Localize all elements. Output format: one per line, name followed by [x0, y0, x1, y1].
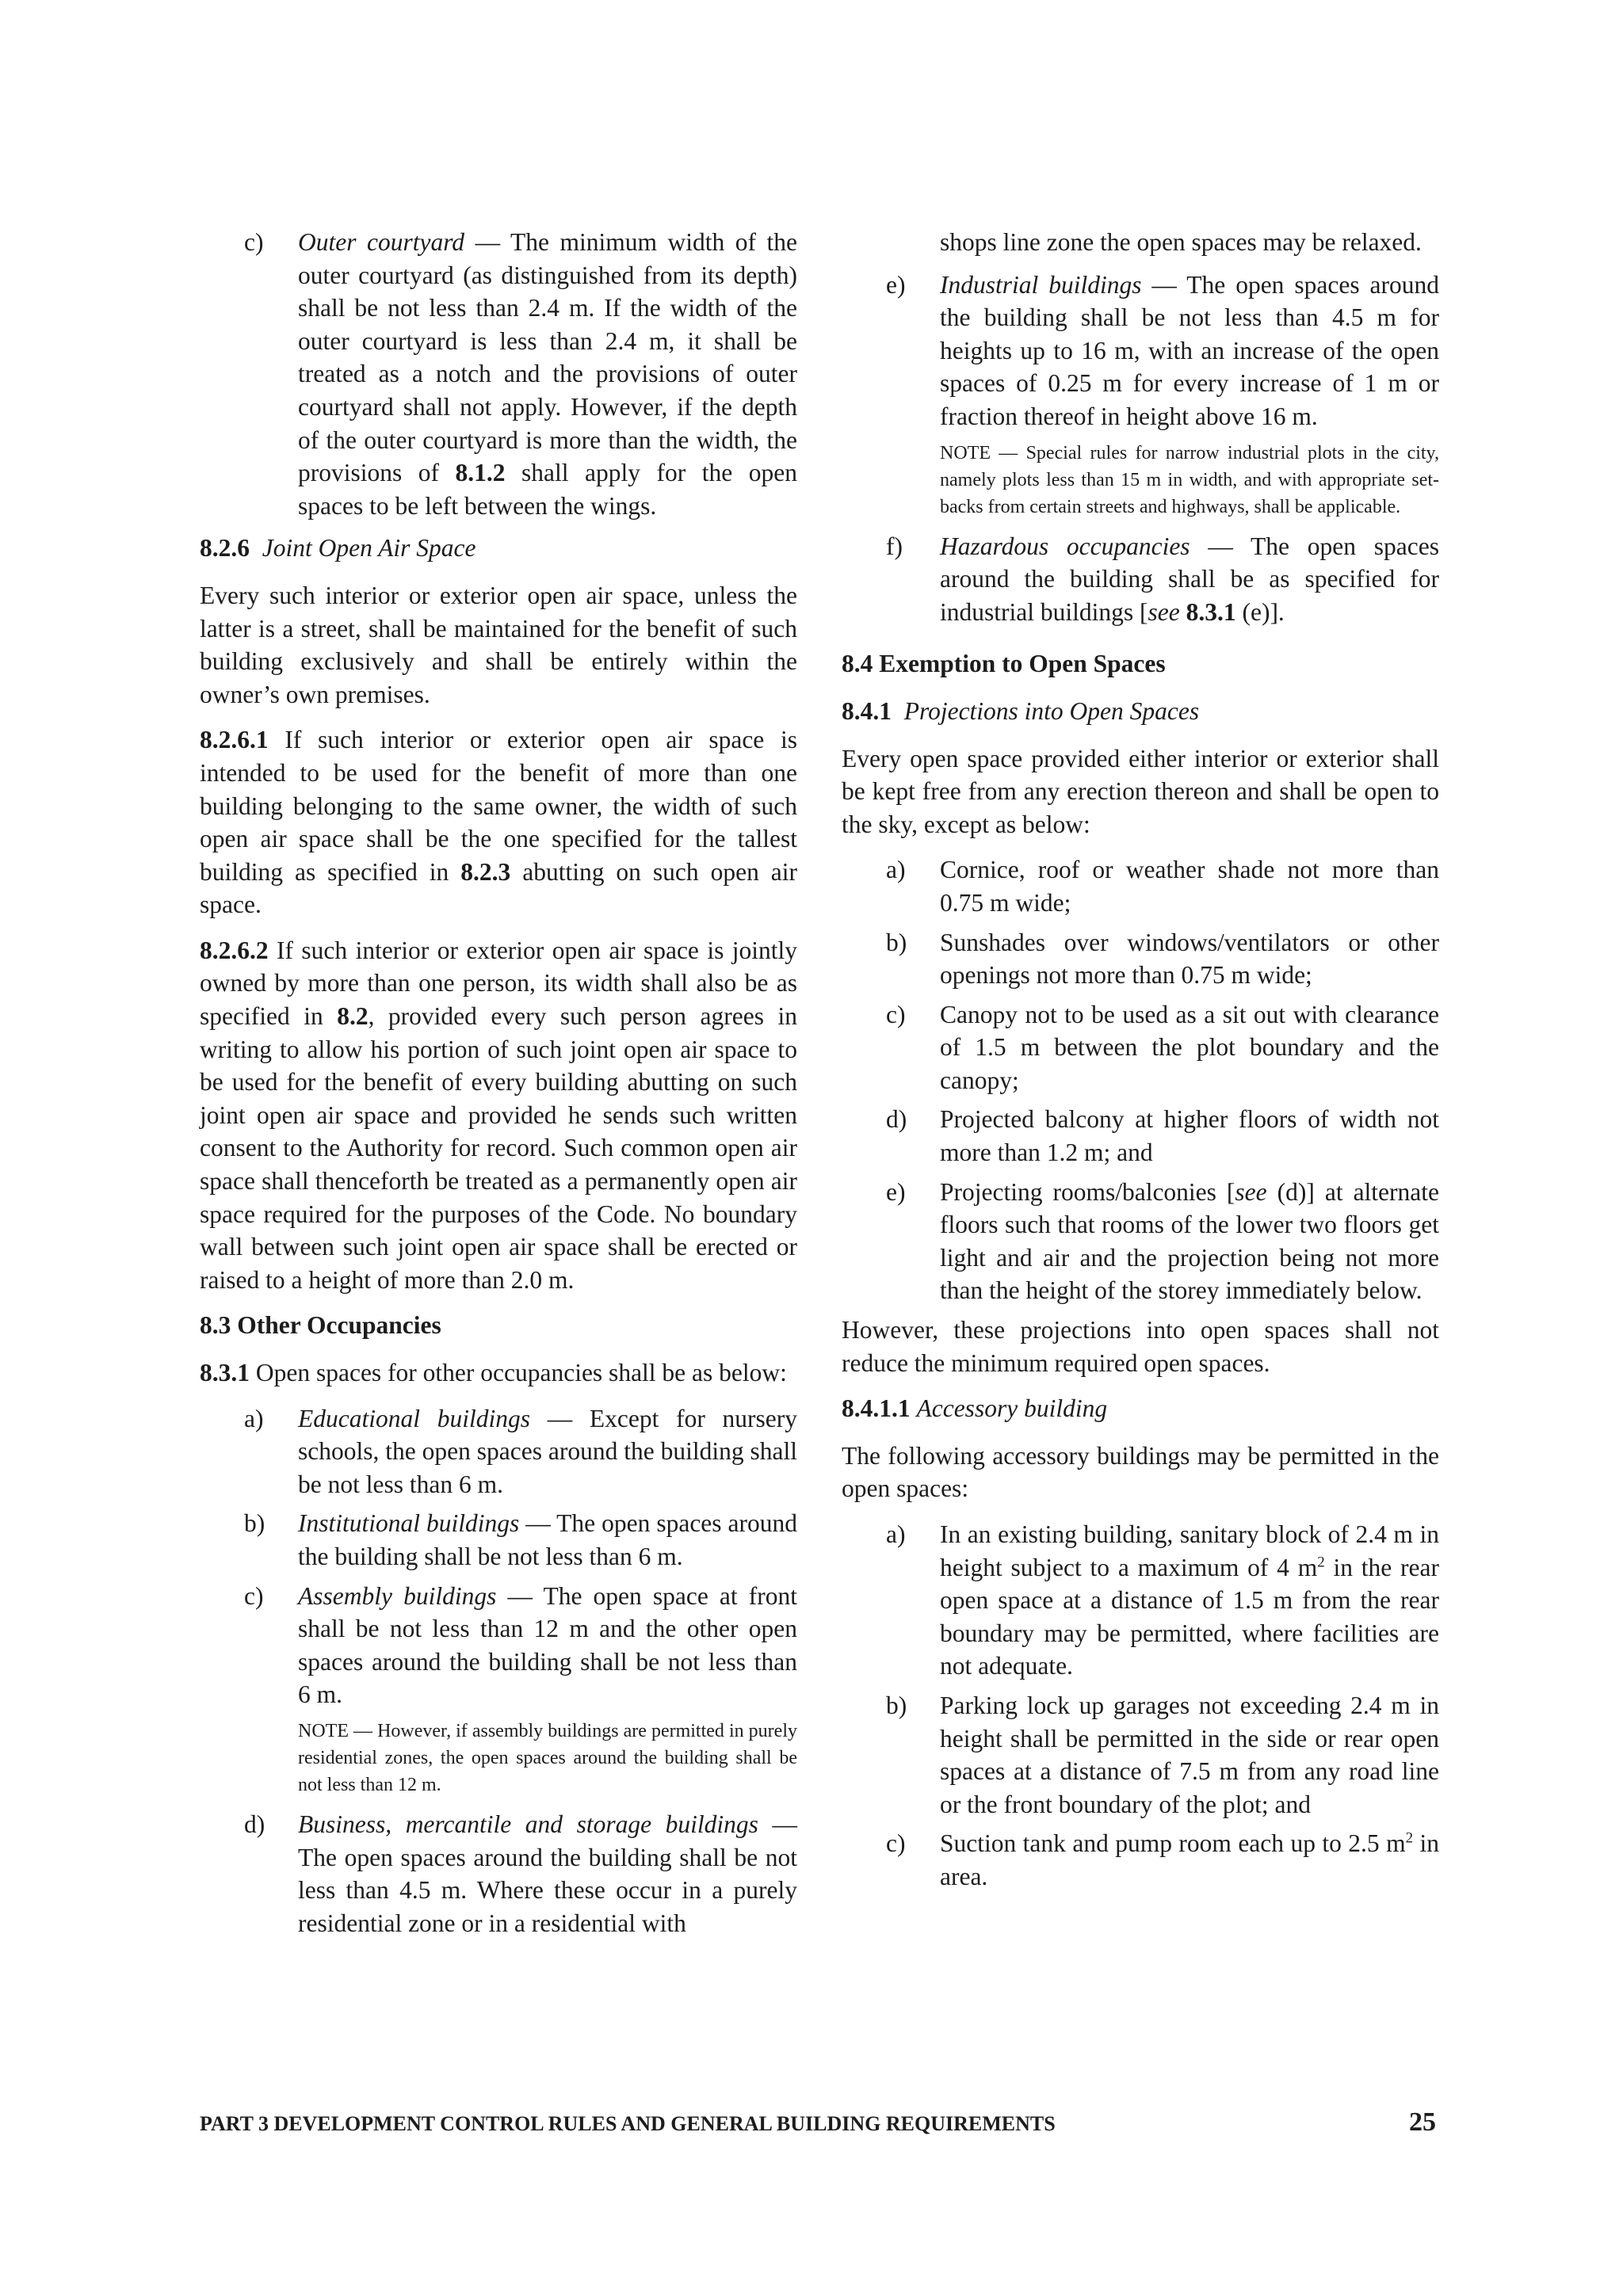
item-continuation: shops line zone the open spaces may be relaxed.: [940, 228, 1422, 256]
item-text: Parking lock up garages not exceeding 2.4 m in height shall be permitted in the side or rear open spaces at a distance of 7.5 m from any road line or the front boundary of the plot; and: [940, 1691, 1439, 1818]
superscript: 2: [1405, 1829, 1414, 1847]
text: If such interior or exterior open air space is intended to be used for the benefit of more than one building belonging to the same owner, the width of such open air space shall be the one specified for the tallest building as specified in: [200, 726, 797, 886]
item-title: Industrial buildings: [940, 270, 1142, 299]
item-text: Sunshades over windows/ventilators or other openings not more than 0.75 m wide;: [940, 928, 1439, 990]
text: abutting on such open air space.: [200, 857, 797, 919]
item-label: e): [886, 1177, 906, 1206]
paragraph: Every open space provided either interior or exterior shall be kept free from any erection thereon and shall be open to the sky, except as below:: [842, 744, 1439, 838]
item-label: a): [886, 856, 906, 884]
text: Suction tank and pump room each up to 2.5 m: [940, 1829, 1406, 1858]
text: — The open spaces around the building shall be not less than 4.5 m for heights up to 16 m, with an increase of the open spaces of 0.25 m for every increase of 1 m or fraction thereof in height above 16 m.: [940, 270, 1439, 430]
section-title: Accessory building: [916, 1394, 1108, 1423]
item-label: e): [886, 270, 906, 299]
section-ref: 8.1.2: [455, 459, 506, 487]
text: , provided every such person agrees in writing to allow his portion of such joint open air space to be used for the benefit of every building abutting on such joint open air space and provided he sends such written consent to the Authority for record. Such common open air space shall thenceforth be treated as a permanently open air space required for the purposes of the Code. No boundary wall between such joint open air space shall be erected or raised to a height of more than 2.0 m.: [200, 1002, 797, 1294]
item-title: Educational buildings: [298, 1404, 530, 1432]
list-item-business: [200, 1808, 797, 1939]
list-item-projecting-rooms: [842, 1176, 1439, 1307]
text: — Except for nursery schools, the open spaces around the building shall be not less than 6 m.: [298, 1404, 797, 1498]
section-ref: 8.2.3: [460, 857, 511, 886]
section-heading: 8.3 Other Occupancies: [200, 1311, 441, 1340]
section-number: 8.3.1: [200, 1359, 250, 1386]
section-heading-84: [842, 647, 1439, 681]
item-text: [940, 1518, 1439, 1683]
note-assembly: NOTE — However, if assembly buildings are permitted in purely residential zones, the open spaces around the building shall be not less than 12 m.: [298, 1720, 797, 1795]
text: — The open space at front shall be not less than 12 m and the other open spaces around the building shall be not less than 6 m.: [298, 1581, 797, 1709]
superscript: 2: [1317, 1554, 1325, 1571]
item-label: c): [886, 1000, 906, 1028]
paragraph-8262: [200, 934, 797, 1297]
section-number: 8.2.6.1: [200, 726, 269, 754]
text: shall apply for the open spaces to be left between the wings.: [298, 459, 798, 520]
item-text: [940, 1827, 1439, 1893]
text: — The open spaces around the building shall be not less than 4.5 m. Where these occur in a purely residential zone or in a residential with: [298, 1810, 797, 1937]
text: Open spaces for other occupancies shall be as below:: [250, 1359, 787, 1386]
text: — The open spaces around the building shall be not less than 6 m.: [298, 1509, 797, 1570]
list-item-assembly: [200, 1580, 797, 1711]
paragraph-8261: [200, 723, 797, 921]
item-label: c): [244, 1581, 264, 1610]
item-label: a): [886, 1520, 906, 1548]
paragraph-831: [200, 1356, 797, 1390]
section-heading-826: [200, 532, 797, 565]
item-label: b): [886, 928, 907, 956]
text: Projecting rooms/balconies [: [940, 1177, 1235, 1206]
item-title: Hazardous occupancies: [940, 532, 1190, 560]
section-ref: 8.2: [337, 1002, 369, 1031]
section-ref: 8.3.1: [1186, 597, 1236, 626]
see-word: see: [1235, 1177, 1267, 1206]
see-word: see: [1148, 597, 1180, 626]
list-item-sanitary-block: [842, 1518, 1439, 1683]
list-item-cornice: [842, 853, 1439, 919]
list-item-outer-courtyard: [200, 226, 797, 522]
item-label: c): [244, 228, 264, 256]
section-title: Projections into Open Spaces: [903, 696, 1200, 725]
page-number: 25: [1409, 2107, 1436, 2137]
item-title: Business, mercantile and storage buildings: [298, 1810, 758, 1838]
paragraph: However, these projections into open spaces shall not reduce the minimum required open spaces.: [842, 1316, 1439, 1377]
section-number: 8.4.1: [842, 696, 892, 725]
item-title: Institutional buildings: [298, 1509, 520, 1538]
note-industrial: NOTE — Special rules for narrow industrial plots in the city, namely plots less than 15 m in width, and with appropriate set-backs from certain streets and highways, shall be applicable.: [940, 442, 1439, 517]
text: In an existing building, sanitary block of 2.4 m in height subject to a maximum of 4 m: [940, 1520, 1439, 1581]
item-text: [298, 226, 797, 522]
item-text: [298, 1507, 797, 1573]
list-item-institutional: [200, 1507, 797, 1573]
list-item-educational: [200, 1402, 797, 1501]
item-label: c): [886, 1829, 906, 1858]
list-item-canopy: [842, 998, 1439, 1097]
text: If such interior or exterior open air space is jointly owned by more than one person, its width shall also be as specified in: [200, 936, 797, 1031]
list-item-industrial: [842, 269, 1439, 433]
item-label: d): [886, 1105, 907, 1134]
section-number: 8.2.6.2: [200, 936, 269, 964]
item-title: Outer courtyard: [298, 228, 465, 256]
item-label: d): [244, 1810, 265, 1838]
item-text: [940, 1176, 1439, 1307]
text: in area.: [940, 1829, 1439, 1890]
footer-title: PART 3 DEVELOPMENT CONTROL RULES AND GENERAL BUILDING REQUIREMENTS: [200, 2112, 1056, 2135]
item-label: b): [244, 1509, 265, 1538]
page-footer: [200, 2107, 1436, 2138]
item-title: Assembly buildings: [298, 1581, 497, 1610]
text: in the rear open space at a distance of 1.5 m from the rear boundary may be permitted, where facilities are not adequate.: [940, 1553, 1439, 1680]
text: (d)] at alternate floors such that rooms of the lower two floors get light and air and the projection being not more than the height of the storey immediately below.: [940, 1177, 1439, 1305]
section-title: Joint Open Air Space: [262, 534, 476, 563]
item-text: [298, 1402, 797, 1501]
section-heading-841: [842, 695, 1439, 728]
item-label: b): [886, 1691, 907, 1719]
list-item-balcony: [842, 1103, 1439, 1169]
item-text: [940, 530, 1439, 629]
section-number: 8.2.6: [200, 534, 250, 563]
text: — The open spaces around the building shall be as specified for industrial buildings [: [940, 532, 1439, 626]
item-label: f): [886, 532, 903, 560]
list-item-hazardous: [842, 530, 1439, 629]
paragraph: The following accessory buildings may be permitted in the open spaces:: [842, 1441, 1439, 1503]
item-text: [298, 1808, 797, 1939]
item-text: Canopy not to be used as a sit out with clearance of 1.5 m between the plot boundary and the canopy;: [940, 1000, 1439, 1094]
list-item-garages: [842, 1689, 1439, 1821]
text: (e)].: [1235, 597, 1285, 626]
item-text: [298, 1580, 797, 1711]
list-item-sunshades: [842, 926, 1439, 992]
right-column: [842, 226, 1439, 1900]
list-item-suction-tank: [842, 1827, 1439, 1893]
section-heading-83: [200, 1309, 797, 1342]
left-column: [200, 226, 797, 1946]
item-text: [940, 269, 1439, 433]
item-text: Projected balcony at higher floors of width not more than 1.2 m; and: [940, 1105, 1439, 1167]
text: — The minimum width of the outer courtyard (as distinguished from its depth) shall be not less than 2.4 m. If the width of the outer courtyard is less than 2.4 m, it shall be treated as a notch and the provisions of outer courtyard shall not apply. However, if the depth of the outer courtyard is more than the width, the provisions of: [298, 228, 797, 487]
section-heading: 8.4 Exemption to Open Spaces: [842, 650, 1166, 678]
section-heading-8411: [842, 1392, 1439, 1425]
item-label: a): [244, 1404, 264, 1432]
section-number: 8.4.1.1: [842, 1394, 911, 1423]
paragraph: Every such interior or exterior open air space, unless the latter is a street, shall be maintained for the benefit of such building exclusively and shall be entirely within the owner’s own premises.: [200, 581, 797, 708]
item-text: Cornice, roof or weather shade not more than 0.75 m wide;: [940, 856, 1439, 917]
